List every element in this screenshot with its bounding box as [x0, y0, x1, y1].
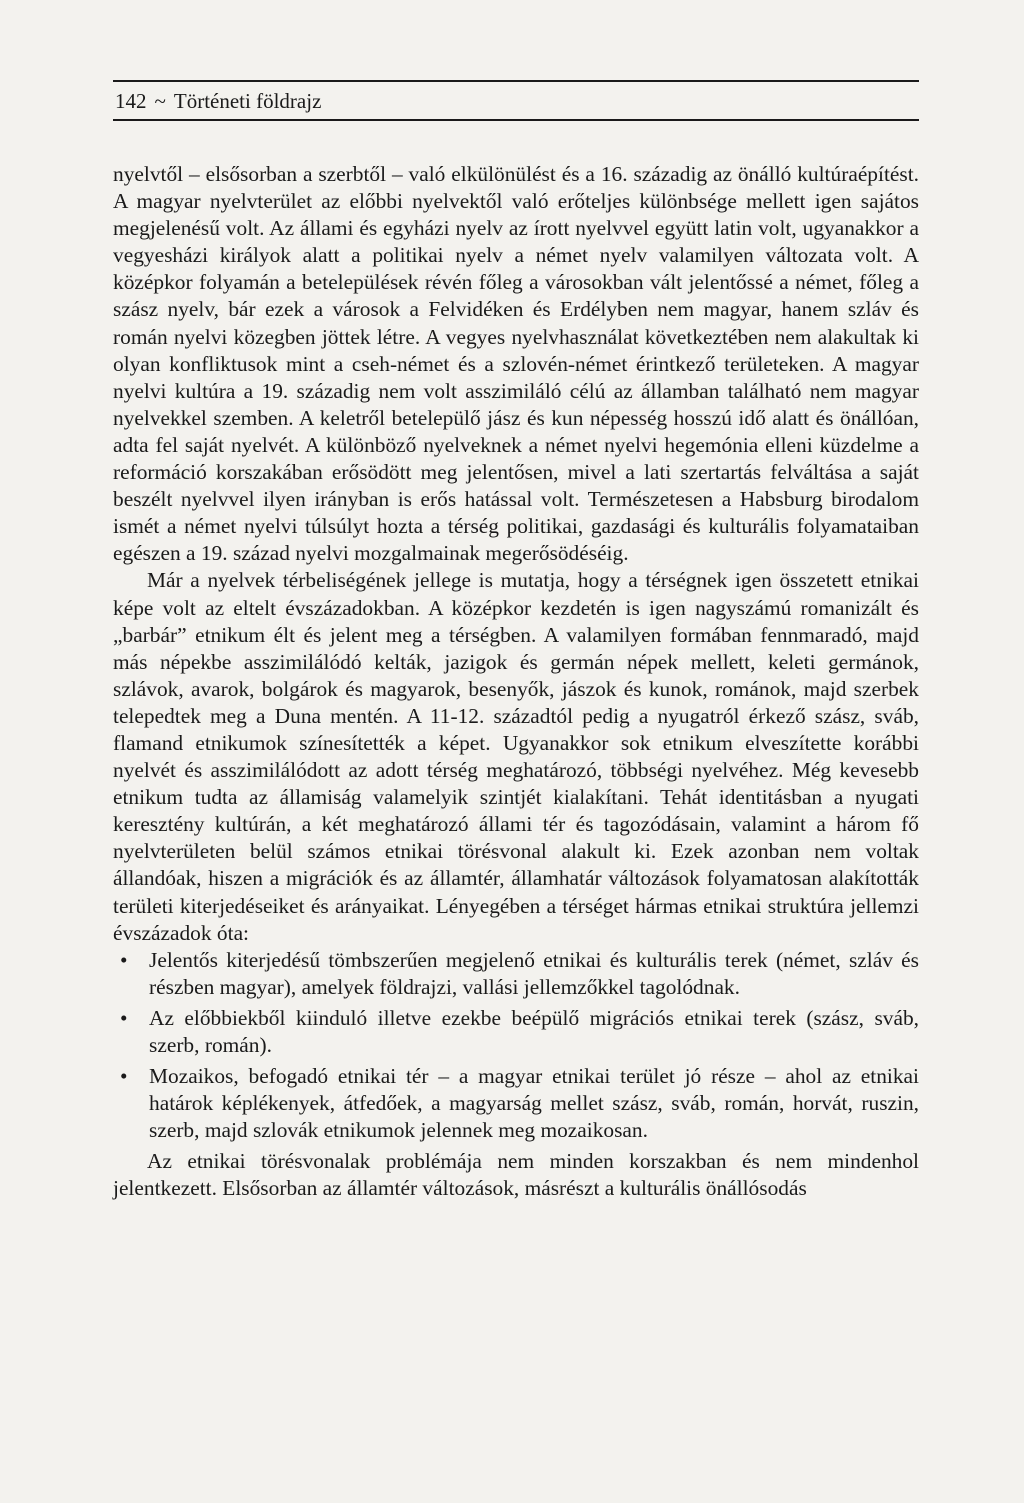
body-text [113, 161, 919, 1203]
bullet-marker: • [120, 1064, 128, 1089]
header-separator: ~ [154, 89, 166, 113]
header-text [115, 88, 321, 114]
bullet-text: Mozaikos, befogadó etnikai tér – a magyar etnikai terület jó része – ahol az etnikai határok képlékenyek, átfedőek, a magyarság mellet szász, sváb, román, horvát, ruszin, szerb, majd szlovák etnikumok jelennek meg mozaikosan. [149, 1064, 919, 1143]
page-number: 142 [115, 89, 147, 113]
paragraph-1: nyelvtől – elsősorban a szerbtől – való elkülönülést és a 16. századig az önálló kultúraépítést. A magyar nyelvterület az előbbi nyelvektől való erőteljes különbsége mellett igen sajátos megjelenésű volt. Az állami és egyházi nyelv az írott nyelvvel együtt latin volt, ugyanakkor a vegyesházi királyok alatt a politikai nyelv a német nyelv valamilyen változata volt. A középkor folyamán a betelepülések révén főleg a városokban vált jelentőssé a német, főleg a szász nyelv, bár ezek a városok a Felvidéken és Erdélyben nem magyar, hanem szláv és román nyelvi közegben jöttek létre. A vegyes nyelvhasználat következtében nem alakultak ki olyan konfliktusok mint a cseh-német és a szlovén-német érintkező területeken. A magyar nyelvi kultúra a 19. századig nem volt asszimiláló célú az államban található nem magyar nyelvekkel szemben. A keletről betelepülő jász és kun népesség hosszú idő alatt és önállóan, adta fel saját nyelvét. A különböző nyelveknek a német nyelvi hegemónia elleni küzdelme a reformáció korszakában erősödött meg jelentősen, mivel a lati szertartás felváltása a saját beszélt nyelvvel ilyen irányban is erős hatással volt. Természetesen a Habsburg birodalom ismét a német nyelvi túlsúlyt hozta a térség politikai, gazdasági és kulturális folyamataiban egészen a 19. század nyelvi mozgalmainak megerősödéséig. [113, 162, 919, 566]
bullet-item-2 [113, 1005, 919, 1059]
running-title: Történeti földrajz [173, 89, 322, 113]
paragraph-2: Már a nyelvek térbeliségének jellege is mutatja, hogy a térségnek igen összetett etnikai képe volt az eltelt évszázadokban. A középkor kezdetén is igen nagyszámú romanizált és „barbár” etnikum élt és jelent meg a térségben. A valamilyen formában fennmaradó, majd más népekbe asszimilálódó kelták, jazigok és germán népek mellett, keleti germánok, szlávok, avarok, bolgárok és magyarok, besenyők, jászok és kunok, románok, majd szerbek telepedtek meg a Duna mentén. A 11-12. századtól pedig a nyugatról érkező szász, sváb, flamand etnikumok színesítették a képet. Ugyanakkor sok etnikum elveszítette korábbi nyelvét és asszimilálódott az adott térség meghatározó, többségi nyelvéhez. Még kevesebb etnikum tudta az államiság valamelyik szintjét kialakítani. Tehát identitásban a nyugati keresztény kultúrán, a két meghatározó állami tér és tagozódásain, valamint a három fő nyelvterületen belül számos etnikai törésvonal alakult ki. Ezek azonban nem voltak állandóak, hiszen a migrációk és az államtér, államhatár változások folyamatosan alakították területi kiterjedéseiket és arányaikat. Lényegében a térséget hármas etnikai struktúra jellemzi évszázadok óta: [113, 568, 919, 945]
bullet-item-1 [113, 947, 919, 1001]
bullet-marker: • [120, 947, 128, 972]
closing-paragraph: Az etnikai törésvonalak problémája nem minden korszakban és nem mindenhol jelentkezett. Elsősorban az államtér változások, másrészt a kulturális önállósodás [113, 1149, 919, 1201]
bullet-item-3 [113, 1063, 919, 1144]
running-header [113, 80, 919, 120]
bullet-text: Jelentős kiterjedésű tömbszerűen megjelenő etnikai és kulturális terek (német, szláv és részben magyar), amelyek földrajzi, vallási jellemzőkkel tagolódnak. [149, 947, 919, 999]
header-rule-bottom [113, 119, 919, 121]
header-rule-top [113, 80, 919, 82]
bullet-text: Az előbbiekből kiinduló illetve ezekbe beépülő migrációs etnikai terek (szász, sváb, szerb, román). [149, 1005, 919, 1057]
bullet-list [113, 947, 919, 1145]
bullet-marker: • [120, 1005, 128, 1030]
